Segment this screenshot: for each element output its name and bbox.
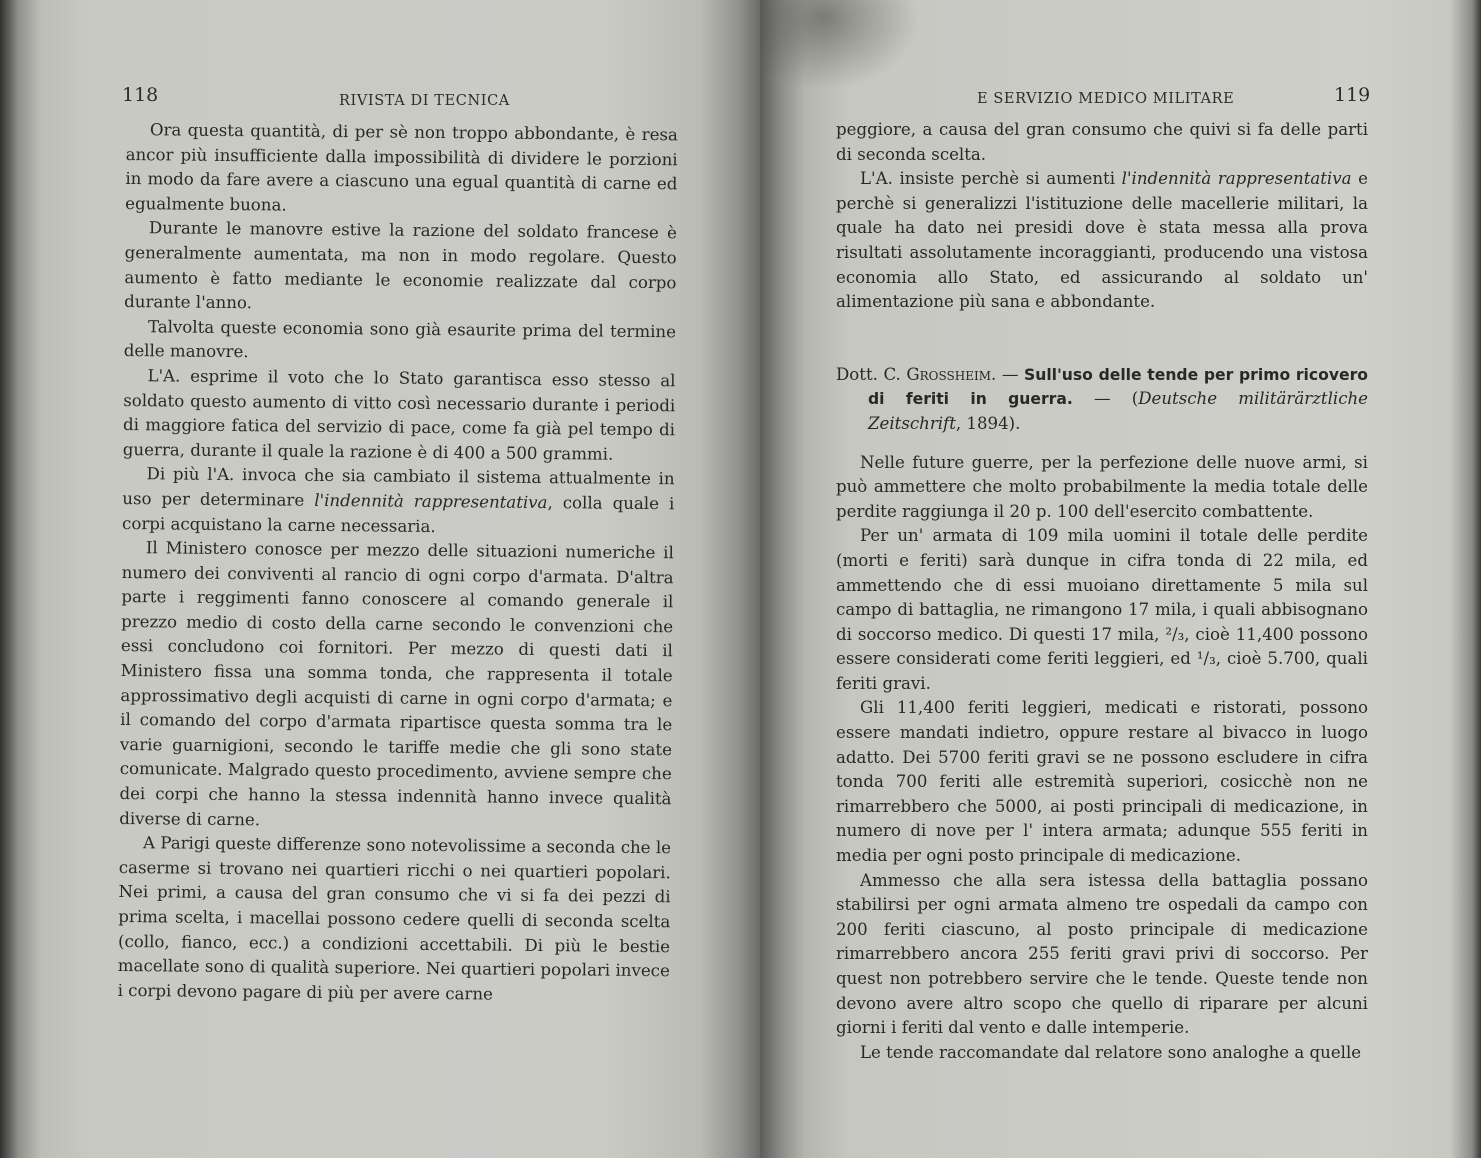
left-running-head: RIVISTA DI TECNICA xyxy=(339,93,510,109)
left-page-number: 118 xyxy=(122,84,159,106)
text-run: Il Ministero conosce per mezzo delle situazioni numeriche il numero dei conviventi al rancio di ogni corpo d'armata. D'altra parte i reggimenti fanno conoscere al comando generale il prezzo medio di costo della carne secondo le convenzioni che essi concludono coi fornitori. Per mezzo di questi dati il Ministero fissa una somma tonda, che rappresenta il totale approssimativo degli acquisti di carne in ogni corpo d'armata; e il comando del corpo d'armata ripartisce questa somma tra le varie guarnigioni, secondo le tariffe medie che gli sono state comunicate. Malgrado questo procedimento, avviene sempre che dei corpi che hanno la stessa indennità hanno invece qualità diverse di carne. xyxy=(119,538,674,829)
paragraph xyxy=(122,462,675,541)
text-run: L'A. insiste perchè si aumenti xyxy=(860,169,1122,189)
text-run: Gli 11,400 feriti leggieri, medicati e ristorati, possono essere mandati indietro, oppure restare al bivacco in luogo adatto. Dei 5700 feriti gravi se ne possono escludere in cifra tonda 700 feriti alle estremità superiori, cosicchè non ne rimarrebbero che 5000, ai posti principali di medicazione, in numero di nove per l' intera armata; adunque 555 feriti in media per ogni posto principale di medicazione. xyxy=(836,698,1368,866)
right-page-number: 119 xyxy=(1334,84,1371,106)
entry-source-tail: , 1894). xyxy=(955,413,1021,433)
paragraph xyxy=(836,451,1368,525)
text-run: Le tende raccomandate dal relatore sono analoghe a quelle xyxy=(860,1042,1362,1062)
text-run: peggiore, a causa del gran consumo che quivi si fa delle parti di seconda scelta. xyxy=(836,120,1368,164)
page-shadow xyxy=(760,0,920,90)
paragraph xyxy=(125,118,678,222)
italic-run: l'indennità rappresentativa xyxy=(314,490,548,512)
paragraph xyxy=(836,869,1368,1041)
paragraph xyxy=(119,536,674,836)
italic-run: l'indennità rappresentativa xyxy=(1121,169,1352,189)
entry-source: Deutsche militärärztliche Zeitschrift xyxy=(868,389,1369,433)
paragraph xyxy=(124,315,676,369)
author-name: Grossheim xyxy=(906,364,992,384)
text-run: L'A. esprime il voto che lo Stato garantisca esso stesso al soldato questo aumento di vitto così necessario durante i periodi di maggiore fatica del servizio di pace, come fa già pel tempo di guerra, durante il quale la razione è di 400 a 500 grammi. xyxy=(122,366,676,464)
entry-heading xyxy=(836,363,1368,437)
text-run: Nelle future guerre, per la perfezione delle nuove armi, si può ammettere che molto probabilmente la media totale delle perdite raggiunga il 20 p. 100 dell'esercito combattente. xyxy=(836,452,1368,521)
paragraph xyxy=(836,696,1368,868)
text-run: Durante le manovre estive la razione del soldato francese è generalmente aumentata, ma non in modo regolare. Questo aumento è fatto mediante le economie realizzate dal corpo durante l'anno. xyxy=(124,218,678,313)
paragraph xyxy=(123,364,676,468)
left-page-body xyxy=(118,118,678,1009)
entry-title: Sull'uso delle tende per primo ricovero di feriti in guerra. xyxy=(868,365,1368,409)
author-suffix: . — xyxy=(991,364,1024,384)
paragraph xyxy=(836,1041,1368,1066)
paragraph xyxy=(836,524,1368,696)
text-run: Talvolta queste economia sono già esaurite prima del termine delle manovre. xyxy=(123,316,677,362)
continuation-paragraph xyxy=(836,118,1368,167)
paragraph xyxy=(124,216,677,320)
text-run: e perchè si generalizzi l'istituzione delle macellerie militari, la quale ha dato nei presidi dove è stata messa alla prova risultati assolutamente incoraggianti, producendo una vistosa economia allo Stato, ed assicurando al soldato un' alimentazione più sana e abbondante. xyxy=(836,169,1368,312)
text-run: Di più l'A. invoca che sia cambiato il sistema attualmente in uso per determinare xyxy=(122,464,675,510)
text-run: Ammesso che alla sera istessa della battaglia possano stabilirsi per ogni armata almeno tre ospedali da campo con 200 feriti ciascuno, al posto principale di medicazione rimarrebbero ancora 255 feriti gravi privi di soccorso. Per quest non potrebbero servire che le tende. Queste tende non devono avere altro scopo che quello di riparare per alcuni giorni i feriti dal vento e dalle intemperie. xyxy=(836,870,1368,1038)
text-run: , colla quale i corpi acquistano la carne necessaria. xyxy=(122,492,675,536)
right-page-body xyxy=(836,118,1368,1065)
text-run: Ora questa quantità, di per sè non troppo abbondante, è resa ancor più insufficiente dalla impossibilità di dividere le porzioni in modo da fare avere a ciascuno una egual quantità di carne ed egualmente buona. xyxy=(125,120,678,215)
text-run: Per un' armata di 109 mila uomini il totale delle perdite (morti e feriti) sarà dunque in cifra tonda di 22 mila, ed ammettendo che di essi muoiano direttamente 5 mila sul campo di battaglia, ne rimangono 17 mila, i quali abbisognano di soccorso medico. Di questi 17 mila, ²/₃, cioè 11,400 possono essere considerati come feriti leggieri, ed ¹/₃, cioè 5.700, quali feriti gravi. xyxy=(836,526,1368,693)
text-run: A Parigi queste differenze sono notevolissime a seconda che le caserme si trovano nei quartieri ricchi o nei quartieri popolari. Nei primi, a causa del gran consumo che vi si fa dei pezzi di prima scelta, i macellai possono cedere quelli di seconda scelta (collo, fianco, ecc.) a condizioni accettabili. Di più le bestie macellate sono di qualità superiore. Nei quartieri popolari invece i corpi devono pagare di più per avere carne xyxy=(117,833,672,1004)
paragraph xyxy=(836,167,1368,315)
entry-dash: — ( xyxy=(1072,389,1139,409)
author-prefix: Dott. C. xyxy=(836,364,907,384)
paragraph xyxy=(118,831,672,1008)
right-running-head: E SERVIZIO MEDICO MILITARE xyxy=(977,91,1235,107)
